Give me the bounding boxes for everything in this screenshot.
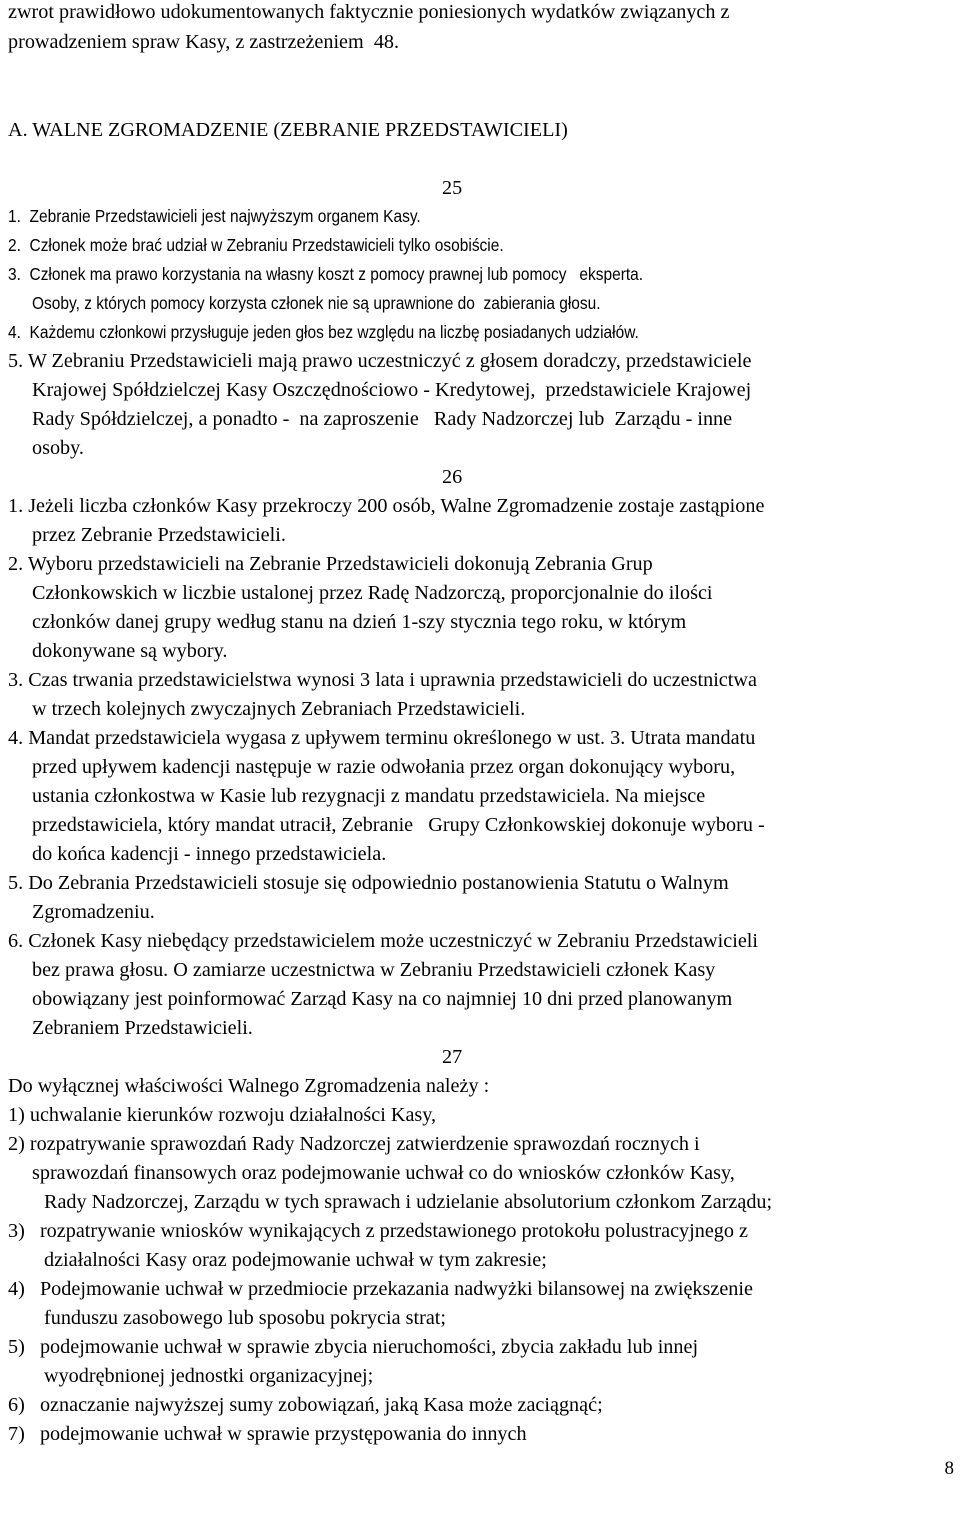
p26-line: przed upływem kadencji następuje w razie odwołania przez organ dokonujący wyboru,	[32, 756, 736, 778]
intro-line: prowadzeniem spraw Kasy, z zastrzeżeniem 48.	[8, 31, 400, 53]
p26-line: przedstawiciela, który mandat utracił, Zebranie Grupy Członkowskiej dokonuje wyboru -	[32, 814, 765, 836]
p27-line: 5) podejmowanie uchwał w sprawie zbycia nieruchomości, zbycia zakładu lub innej	[8, 1336, 699, 1358]
p26-line: dokonywane są wybory.	[32, 640, 228, 662]
p27-line: 2) rozpatrywanie sprawozdań Rady Nadzorczej zatwierdzenie sprawozdań rocznych i	[8, 1133, 700, 1155]
p26-line: ustania członkostwa w Kasie lub rezygnacji z mandatu przedstawiciela. Na miejsce	[32, 785, 706, 807]
p27-line: wyodrębnionej jednostki organizacyjnej;	[44, 1365, 374, 1387]
paragraph-number-27: 27	[442, 1046, 463, 1068]
p26-line: Zebraniem Przedstawicieli.	[32, 1017, 253, 1039]
p26-line: 4. Mandat przedstawiciela wygasa z upływem terminu określonego w ust. 3. Utrata mandatu	[8, 727, 756, 749]
paragraph-number-25: 25	[442, 177, 463, 199]
p26-line: w trzech kolejnych zwyczajnych Zebraniach Przedstawicieli.	[32, 698, 526, 720]
p25-line: Osoby, z których pomocy korzysta członek nie są uprawnione do zabierania głosu.	[32, 293, 601, 313]
p25-line: 3. Członek ma prawo korzystania na własny koszt z pomocy prawnej lub pomocy eksperta.	[8, 264, 644, 284]
p26-line: Członkowskich w liczbie ustalonej przez Radę Nadzorczą, proporcjonalnie do ilości	[32, 582, 713, 604]
p25-line: 1. Zebranie Przedstawicieli jest najwyższym organem Kasy.	[8, 206, 421, 226]
section-heading: A. WALNE ZGROMADZENIE (ZEBRANIE PRZEDSTAWICIELI)	[8, 119, 568, 141]
p27-line: 3) rozpatrywanie wniosków wynikających z przedstawionego protokołu polustracyjnego z	[8, 1220, 748, 1242]
p25-line: Rady Spółdzielczej, a ponadto - na zaproszenie Rady Nadzorczej lub Zarządu - inne	[32, 408, 733, 430]
p26-line: przez Zebranie Przedstawicieli.	[32, 524, 286, 546]
p26-line: 3. Czas trwania przedstawicielstwa wynosi 3 lata i uprawnia przedstawicieli do uczestnictwa	[8, 669, 757, 691]
intro-line: zwrot prawidłowo udokumentowanych faktycznie poniesionych wydatków związanych z	[8, 1, 730, 23]
p27-line: działalności Kasy oraz podejmowanie uchwał w tym zakresie;	[44, 1249, 547, 1271]
p26-line: do końca kadencji - innego przedstawiciela.	[32, 843, 387, 865]
p27-line: Rady Nadzorczej, Zarządu w tych sprawach i udzielanie absolutorium członkom Zarządu;	[44, 1191, 773, 1213]
p27-line: 4) Podejmowanie uchwał w przedmiocie przekazania nadwyżki bilansowej na zwiększenie	[8, 1278, 753, 1300]
p25-line: 2. Członek może brać udział w Zebraniu Przedstawicieli tylko osobiście.	[8, 235, 504, 255]
p26-line: 2. Wyboru przedstawicieli na Zebranie Przedstawicieli dokonują Zebrania Grup	[8, 553, 653, 575]
p25-line: Krajowej Spółdzielczej Kasy Oszczędnościowo - Kredytowej, przedstawiciele Krajowej	[32, 379, 752, 401]
p26-line: 1. Jeżeli liczba członków Kasy przekroczy 200 osób, Walne Zgromadzenie zostaje zastąpione	[8, 495, 765, 517]
p27-line: sprawozdań finansowych oraz podejmowanie uchwał co do wniosków członków Kasy,	[32, 1162, 735, 1184]
p27-line: 6) oznaczanie najwyższej sumy zobowiązań, jaką Kasa może zaciągnąć;	[8, 1394, 603, 1416]
p25-line: 4. Każdemu członkowi przysługuje jeden głos bez względu na liczbę posiadanych udziałów.	[8, 322, 639, 342]
p25-line: osoby.	[32, 437, 84, 459]
p26-line: członków danej grupy według stanu na dzień 1-szy stycznia tego roku, w którym	[32, 611, 687, 633]
p27-line: funduszu zasobowego lub sposobu pokrycia strat;	[44, 1307, 446, 1329]
paragraph-number-26: 26	[442, 466, 463, 488]
p26-line: obowiązany jest poinformować Zarząd Kasy na co najmniej 10 dni przed planowanym	[32, 988, 733, 1010]
p26-line: 6. Członek Kasy niebędący przedstawicielem może uczestniczyć w Zebraniu Przedstawicieli	[8, 930, 758, 952]
p26-line: Zgromadzeniu.	[32, 901, 155, 923]
p27-line: Do wyłącznej właściwości Walnego Zgromadzenia należy :	[8, 1075, 490, 1097]
p26-line: bez prawa głosu. O zamiarze uczestnictwa w Zebraniu Przedstawicieli członek Kasy	[32, 959, 716, 981]
p26-line: 5. Do Zebrania Przedstawicieli stosuje się odpowiednio postanowienia Statutu o Walnym	[8, 872, 729, 894]
page-number: 8	[944, 1458, 954, 1479]
p27-line: 7) podejmowanie uchwał w sprawie przystępowania do innych	[8, 1423, 527, 1445]
p25-line: 5. W Zebraniu Przedstawicieli mają prawo uczestniczyć z głosem doradczy, przedstawiciele	[8, 350, 752, 372]
p27-line: 1) uchwalanie kierunków rozwoju działalności Kasy,	[8, 1104, 437, 1126]
